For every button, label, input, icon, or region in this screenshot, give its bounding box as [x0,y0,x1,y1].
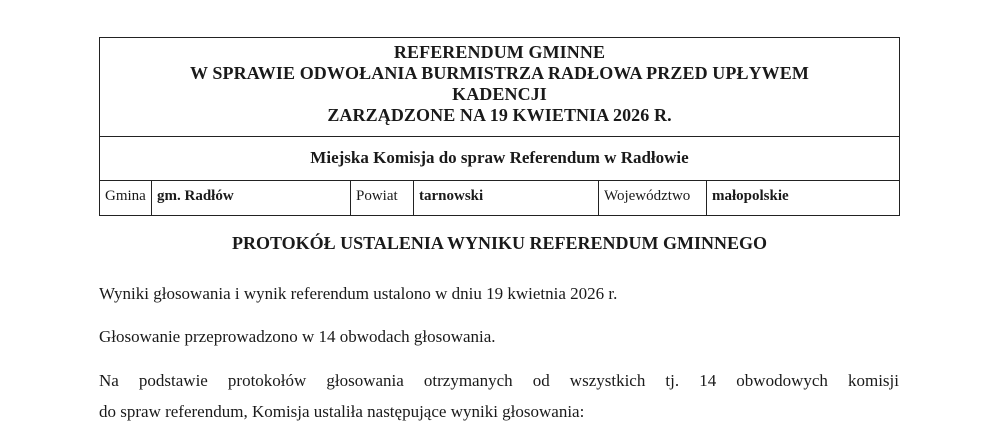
powiat-label: Powiat [351,181,414,215]
title-line-3: KADENCJI [452,84,547,104]
gmina-label: Gmina [100,181,152,215]
title-line-2: W SPRAWIE ODWOŁANIA BURMISTRZA RADŁOWA PRZED UPŁYWEM [190,63,809,83]
paragraph-basis-line-1: Na podstawie protokołów głosowania otrzymanych od wszystkich tj. 14 obwodowych komisji [99,371,899,390]
paragraph-districts: Głosowanie przeprowadzono w 14 obwodach głosowania. [99,327,496,346]
referendum-title [100,38,899,136]
location-info-row [100,180,899,215]
title-line-1: REFERENDUM GMINNE [393,42,606,62]
powiat-value: tarnowski [414,181,599,215]
paragraph-results-date: Wyniki głosowania i wynik referendum ustalono w dniu 19 kwietnia 2026 r. [99,284,618,303]
wojewodztwo-label: Województwo [599,181,707,215]
paragraph-basis-line-2: do spraw referendum, Komisja ustaliła następujące wyniki głosowania: [99,402,585,421]
gmina-value: gm. Radłów [152,181,351,215]
commission-name: Miejska Komisja do spraw Referendum w Radłowie [100,136,899,180]
referendum-header-box [99,37,900,216]
title-line-4: ZARZĄDZONE NA 19 KWIETNIA 2026 R. [327,105,672,125]
wojewodztwo-value: małopolskie [712,188,789,204]
protocol-title: PROTOKÓŁ USTALENIA WYNIKU REFERENDUM GMINNEGO [231,233,768,253]
